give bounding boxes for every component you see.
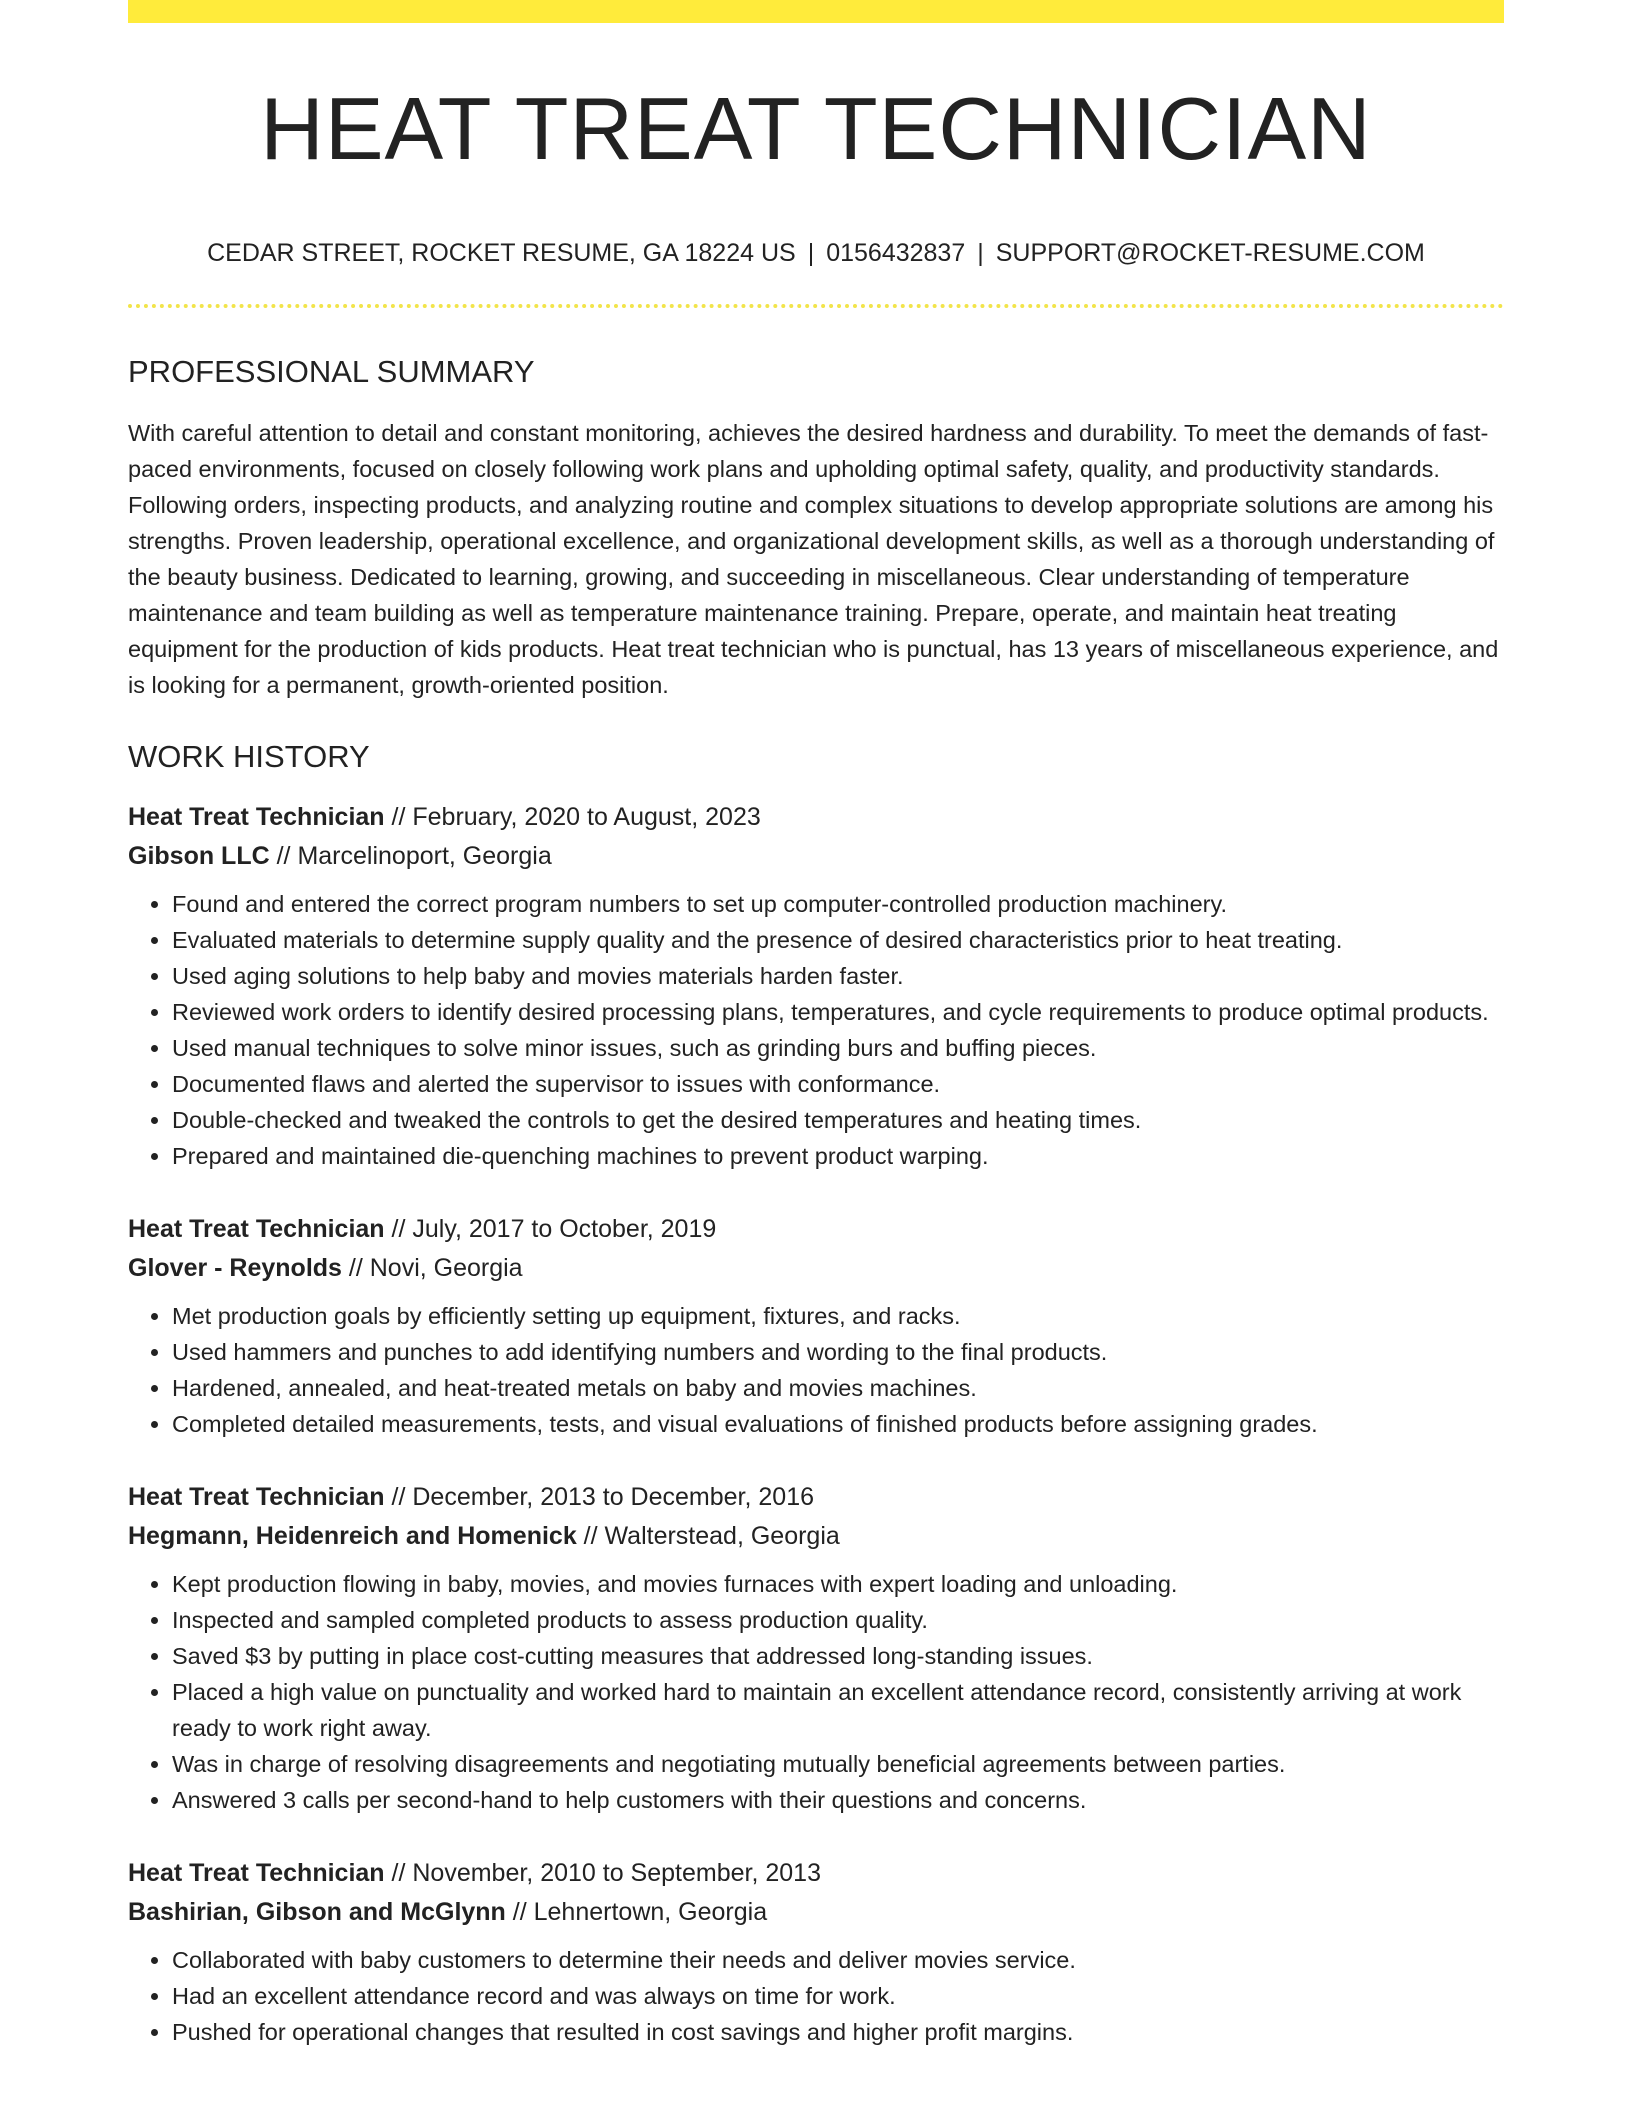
job-company-line bbox=[128, 1517, 1504, 1556]
job-bullet: • Documented flaws and alerted the supervisor to issues with conformance. bbox=[172, 1066, 1504, 1102]
contact-line bbox=[128, 241, 1504, 266]
job-role: Heat Treat Technician bbox=[128, 803, 385, 831]
job-bullet: • Saved $3 by putting in place cost-cutting measures that addressed long-standing issues. bbox=[172, 1638, 1504, 1674]
job-dates: // July, 2017 to October, 2019 bbox=[384, 1215, 717, 1243]
job-bullet: • Found and entered the correct program numbers to set up computer-controlled production machinery. bbox=[172, 886, 1504, 922]
job-location: // Novi, Georgia bbox=[341, 1254, 523, 1282]
job-bullet: • Completed detailed measurements, tests, and visual evaluations of finished products before assigning grades. bbox=[172, 1406, 1504, 1442]
dotted-divider bbox=[128, 304, 1504, 308]
job-bullet: • Answered 3 calls per second-hand to help customers with their questions and concerns. bbox=[172, 1782, 1504, 1818]
work-history-list bbox=[128, 798, 1504, 2050]
job-company: Bashirian, Gibson and McGlynn bbox=[128, 1898, 506, 1926]
job-company-line bbox=[128, 1893, 1504, 1932]
job-entry bbox=[128, 1210, 1504, 1442]
resume-title: HEAT TREAT TECHNICIAN bbox=[260, 79, 1372, 178]
summary-text: With careful attention to detail and constant monitoring, achieves the desired hardness and durability. To meet the demands of fast-paced environments, focused on closely following work plans and upholding optimal safety, quality, and productivity standards. Following orders, inspecting products, and analyzing routine and complex situations to develop appropriate solutions are among his strengths. Proven leadership, operational excellence, and organizational development skills, as well as a thorough understanding of the beauty business. Dedicated to learning, growing, and succeeding in miscellaneous. Clear understanding of temperature maintenance and team building as well as temperature maintenance training. Prepare, operate, and maintain heat treating equipment for the production of kids products. Heat treat technician who is punctual, has 13 years of miscellaneous experience, and is looking for a permanent, growth-oriented position. bbox=[128, 420, 1499, 698]
job-bullet: • Prepared and maintained die-quenching machines to prevent product warping. bbox=[172, 1138, 1504, 1174]
job-bullet: • Placed a high value on punctuality and worked hard to maintain an excellent attendance record, consistently arriving at work ready to work right away. bbox=[172, 1674, 1504, 1746]
job-location: // Marcelinoport, Georgia bbox=[269, 842, 552, 870]
job-title-line bbox=[128, 798, 1504, 837]
resume-page bbox=[128, 0, 1504, 2050]
job-company: Gibson LLC bbox=[128, 842, 270, 870]
job-bullet-list bbox=[128, 1566, 1504, 1818]
contact-address: CEDAR STREET, ROCKET RESUME, GA 18224 US bbox=[207, 239, 796, 267]
job-entry bbox=[128, 1478, 1504, 1818]
job-location: // Lehnertown, Georgia bbox=[505, 1898, 768, 1926]
job-bullet: • Hardened, annealed, and heat-treated metals on baby and movies machines. bbox=[172, 1370, 1504, 1406]
job-bullet: • Collaborated with baby customers to determine their needs and deliver movies service. bbox=[172, 1942, 1504, 1978]
job-role: Heat Treat Technician bbox=[128, 1483, 385, 1511]
job-dates: // December, 2013 to December, 2016 bbox=[384, 1483, 814, 1511]
job-dates: // November, 2010 to September, 2013 bbox=[384, 1859, 821, 1887]
job-entry bbox=[128, 1854, 1504, 2050]
job-bullet-list bbox=[128, 886, 1504, 1174]
job-bullet: • Was in charge of resolving disagreements and negotiating mutually beneficial agreements between parties. bbox=[172, 1746, 1504, 1782]
job-bullet: • Used manual techniques to solve minor issues, such as grinding burs and buffing pieces. bbox=[172, 1030, 1504, 1066]
job-bullet-list bbox=[128, 1942, 1504, 2050]
top-accent-bar bbox=[128, 0, 1504, 23]
job-bullet-list bbox=[128, 1298, 1504, 1442]
contact-separator: | bbox=[977, 239, 984, 267]
job-dates: // February, 2020 to August, 2023 bbox=[384, 803, 761, 831]
job-bullet: • Evaluated materials to determine supply quality and the presence of desired characteristics prior to heat treating. bbox=[172, 922, 1504, 958]
job-company-line bbox=[128, 1249, 1504, 1288]
job-entry bbox=[128, 798, 1504, 1174]
work-history-heading: WORK HISTORY bbox=[128, 739, 370, 774]
job-company: Hegmann, Heidenreich and Homenick bbox=[128, 1522, 577, 1550]
job-title-line bbox=[128, 1478, 1504, 1517]
job-role: Heat Treat Technician bbox=[128, 1215, 385, 1243]
summary-heading: PROFESSIONAL SUMMARY bbox=[128, 354, 535, 389]
job-title-line bbox=[128, 1210, 1504, 1249]
job-bullet: • Double-checked and tweaked the controls to get the desired temperatures and heating times. bbox=[172, 1102, 1504, 1138]
job-bullet: • Inspected and sampled completed products to assess production quality. bbox=[172, 1602, 1504, 1638]
job-bullet: • Reviewed work orders to identify desired processing plans, temperatures, and cycle requirements to produce optimal products. bbox=[172, 994, 1504, 1030]
job-company: Glover - Reynolds bbox=[128, 1254, 342, 1282]
contact-separator: | bbox=[807, 239, 815, 267]
job-bullet: • Kept production flowing in baby, movies, and movies furnaces with expert loading and unloading. bbox=[172, 1566, 1504, 1602]
job-bullet: • Met production goals by efficiently setting up equipment, fixtures, and racks. bbox=[172, 1298, 1504, 1334]
job-company-line bbox=[128, 837, 1504, 876]
job-location: // Walterstead, Georgia bbox=[576, 1522, 840, 1550]
job-role: Heat Treat Technician bbox=[128, 1859, 385, 1887]
job-bullet: • Used hammers and punches to add identifying numbers and wording to the final products. bbox=[172, 1334, 1504, 1370]
contact-email: SUPPORT@ROCKET-RESUME.COM bbox=[995, 239, 1425, 267]
job-bullet: • Had an excellent attendance record and was always on time for work. bbox=[172, 1978, 1504, 2014]
job-bullet: • Pushed for operational changes that resulted in cost savings and higher profit margins. bbox=[172, 2014, 1504, 2050]
job-bullet: • Used aging solutions to help baby and movies materials harden faster. bbox=[172, 958, 1504, 994]
job-title-line bbox=[128, 1854, 1504, 1893]
contact-phone: 0156432837 bbox=[826, 239, 966, 267]
